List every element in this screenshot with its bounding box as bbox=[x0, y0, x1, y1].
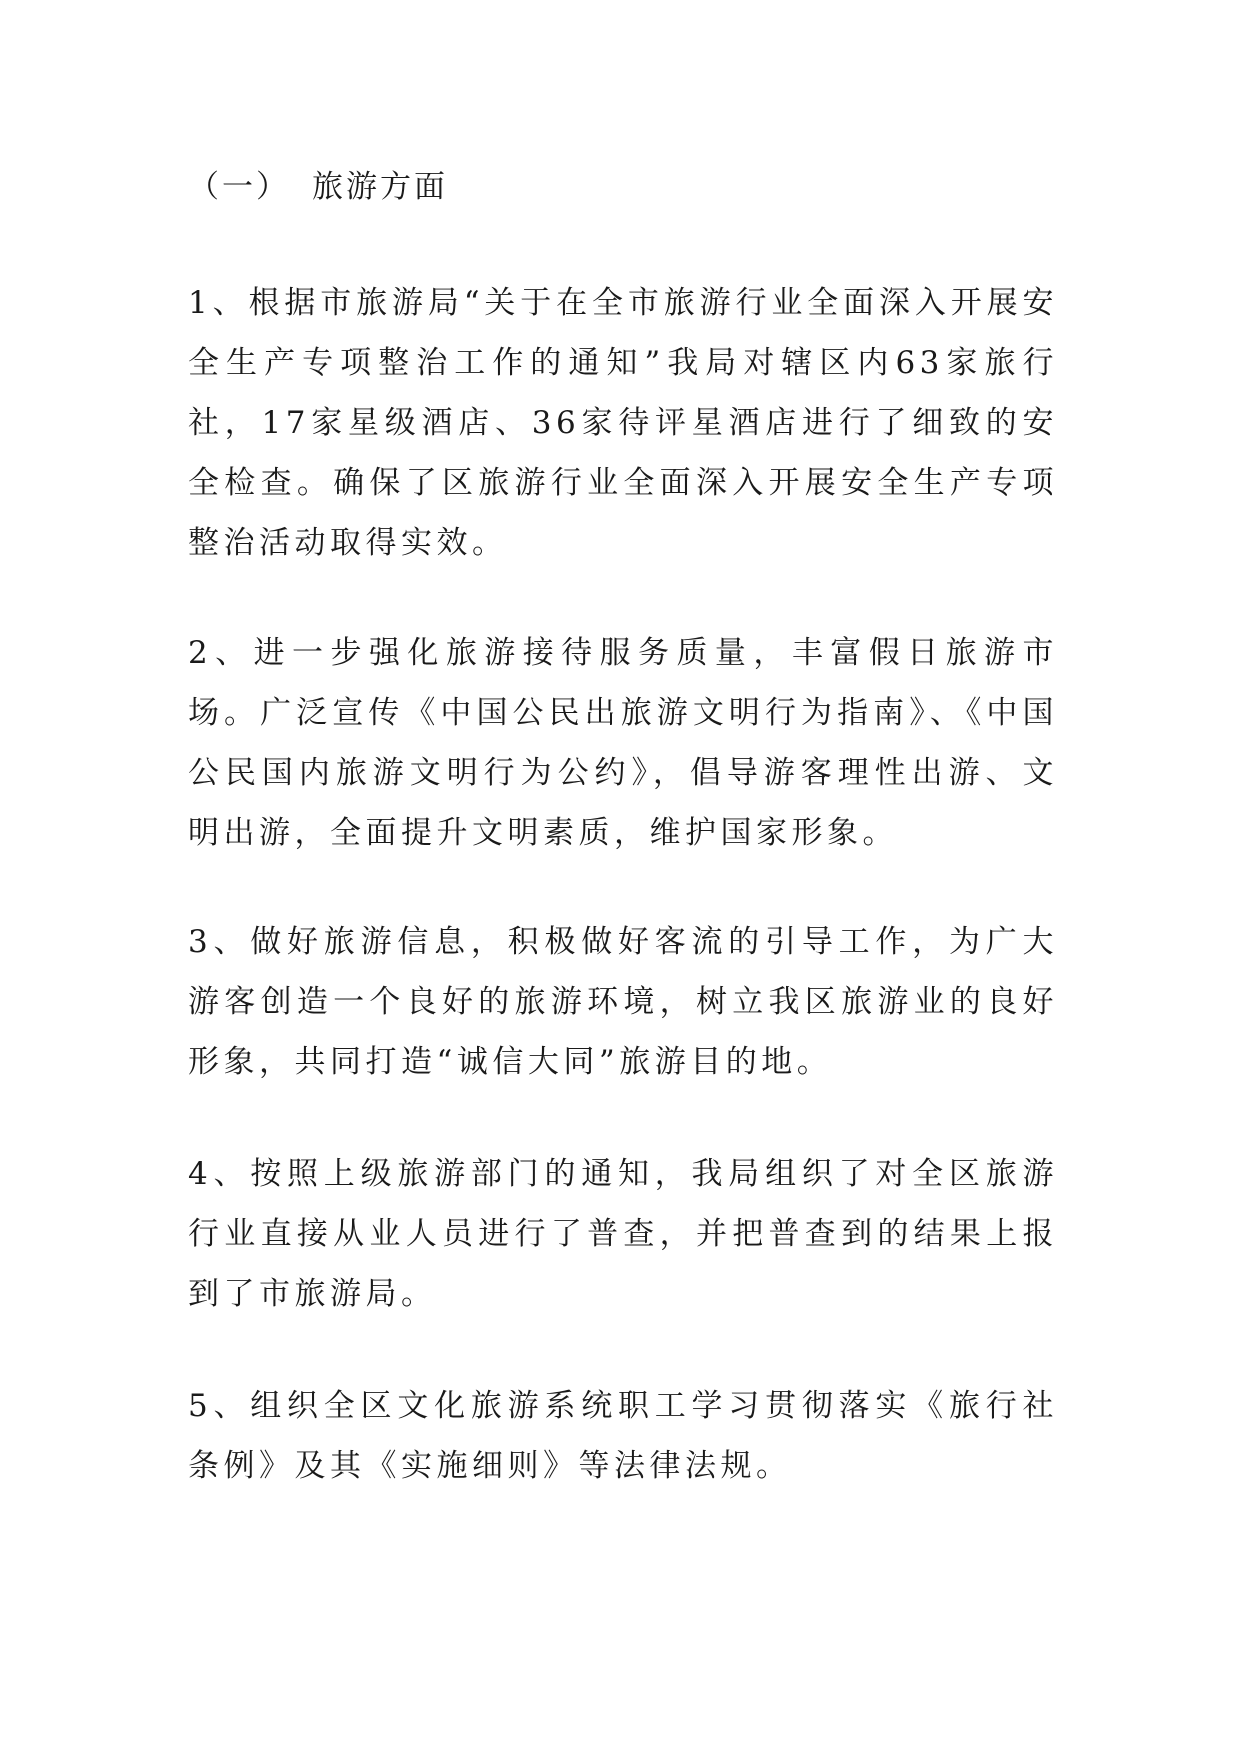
section-title: 旅游方面 bbox=[312, 169, 448, 205]
paragraph-3: 3、做好旅游信息，积极做好客流的引导工作，为广大游客创造一个良好的旅游环境，树立我区旅游业的良好形象，共同打造“诚信大同”旅游目的地。 bbox=[188, 924, 1058, 1080]
paragraph-1: 1、根据市旅游局“关于在全市旅游行业全面深入开展安全生产专项整治工作的通知”我局对辖区内63家旅行社，17家星级酒店、36家待评星酒店进行了细致的安全检查。确保了区旅游行业全面深入开展安全生产专项整治活动取得实效。 bbox=[188, 285, 1058, 561]
section-number: （一） bbox=[188, 169, 290, 205]
paragraph-2: 2、进一步强化旅游接待服务质量，丰富假日旅游市场。广泛宣传《中国公民出旅游文明行为指南》、《中国公民国内旅游文明行为公约》，倡导游客理性出游、文明出游，全面提升文明素质，维护国家形象。 bbox=[188, 635, 1058, 851]
paragraph-5: 5、组织全区文化旅游系统职工学习贯彻落实《旅行社条例》及其《实施细则》等法律法规。 bbox=[188, 1388, 1058, 1484]
section-heading bbox=[188, 157, 1058, 217]
paragraph-4: 4、按照上级旅游部门的通知，我局组织了对全区旅游行业直接从业人员进行了普查，并把普查到的结果上报到了市旅游局。 bbox=[188, 1156, 1058, 1312]
